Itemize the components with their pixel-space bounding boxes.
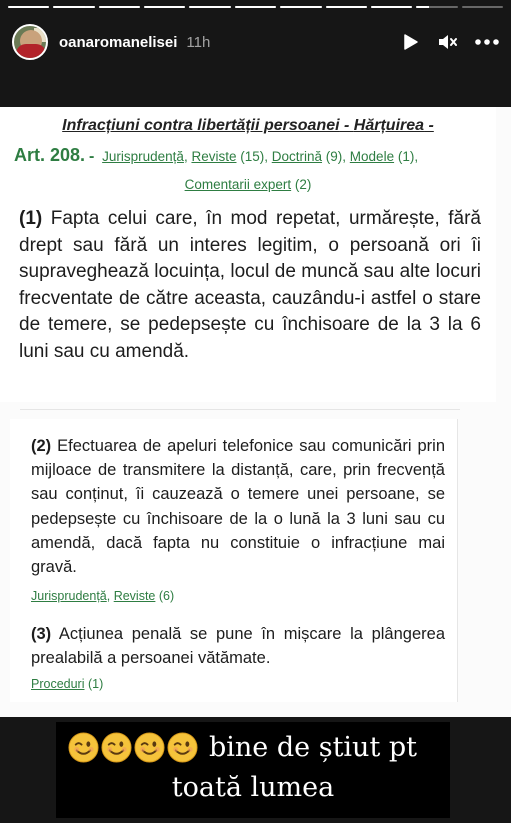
- progress-segment: [99, 6, 140, 8]
- winking-face-emoji: [134, 732, 165, 763]
- paragraph-3: (3) Acțiunea penală se pune în mișcare la plângerea prealabilă a persoanei vătămate.: [31, 625, 445, 668]
- progress-segment: [371, 6, 412, 8]
- emoji-group: [68, 732, 200, 763]
- progress-segment: [326, 6, 367, 8]
- progress-segment: [189, 6, 230, 8]
- link-doctrina[interactable]: Doctrină: [271, 149, 323, 164]
- link-modele[interactable]: Modele: [349, 149, 395, 164]
- progress-segment: [144, 6, 185, 8]
- post-time: 11h: [186, 33, 211, 51]
- mute-icon[interactable]: [437, 33, 457, 51]
- caption-line-2: toată lumea: [171, 772, 335, 803]
- progress-segment: [53, 6, 94, 8]
- progress-segment: [8, 6, 49, 8]
- winking-face-emoji: [167, 732, 198, 763]
- avatar[interactable]: [12, 24, 48, 60]
- progress-segment: [462, 6, 503, 8]
- progress-segment: [235, 6, 276, 8]
- story-header: [12, 22, 499, 62]
- play-icon[interactable]: [401, 33, 419, 51]
- paragraph-2-links: Jurisprudență, Reviste (6): [31, 589, 175, 603]
- progress-segment: [416, 6, 457, 8]
- story-progress-bar: [8, 6, 503, 8]
- article-number: Art. 208.: [14, 145, 86, 165]
- divider: [20, 409, 460, 410]
- law-text-screenshot: [0, 107, 511, 717]
- paragraph-2: (2) Efectuarea de apeluri telefonice sau comunicări prin mijloace de transmitere la distanță, care, prin frecvență sau conținut, îi cauzează o temere unei persoane, se pedepsește cu închisoare de la o lună la 3 luni sau cu amendă, dacă fapta nu constituie o infracțiune mai gravă.: [31, 437, 445, 577]
- winking-face-emoji: [68, 732, 99, 763]
- caption-line-1: bine de știut pt: [209, 732, 418, 763]
- paragraph-1: (1) Fapta celui care, în mod repetat, urmărește, fără drept sau fără un interes legitim, o persoană ori îi supraveghează locuința, locul de muncă sau alte locuri frecventate de către aceasta, cauzându-i astfel o stare de temere, se pedepsește cu închisoare de la 3 la 6 luni sau cu amendă.: [19, 208, 481, 362]
- link-reviste-2[interactable]: Reviste: [113, 589, 156, 603]
- username[interactable]: oanaromanelisei: [59, 33, 178, 51]
- link-comentarii-expert[interactable]: Comentarii expert: [184, 177, 292, 192]
- article-links-row: Art. 208. - Jurisprudență, Reviste (15), Doctrină (9), Modele (1),: [14, 145, 419, 165]
- link-jurisprudenta-2[interactable]: Jurisprudență: [31, 589, 107, 603]
- article-title: Infracțiuni contra libertății persoanei - Hărțuirea -: [62, 117, 434, 134]
- progress-segment: [280, 6, 321, 8]
- link-proceduri[interactable]: Proceduri: [31, 677, 85, 691]
- paragraph-3-links: Proceduri (1): [31, 677, 104, 691]
- link-jurisprudenta[interactable]: Jurisprudență: [102, 149, 184, 164]
- comentarii-expert-row: Comentarii expert (2): [184, 177, 312, 192]
- more-icon[interactable]: [475, 38, 499, 46]
- winking-face-emoji: [101, 732, 132, 763]
- article-header-section: [0, 107, 496, 402]
- link-reviste[interactable]: Reviste: [191, 149, 237, 164]
- story-caption: [56, 722, 450, 818]
